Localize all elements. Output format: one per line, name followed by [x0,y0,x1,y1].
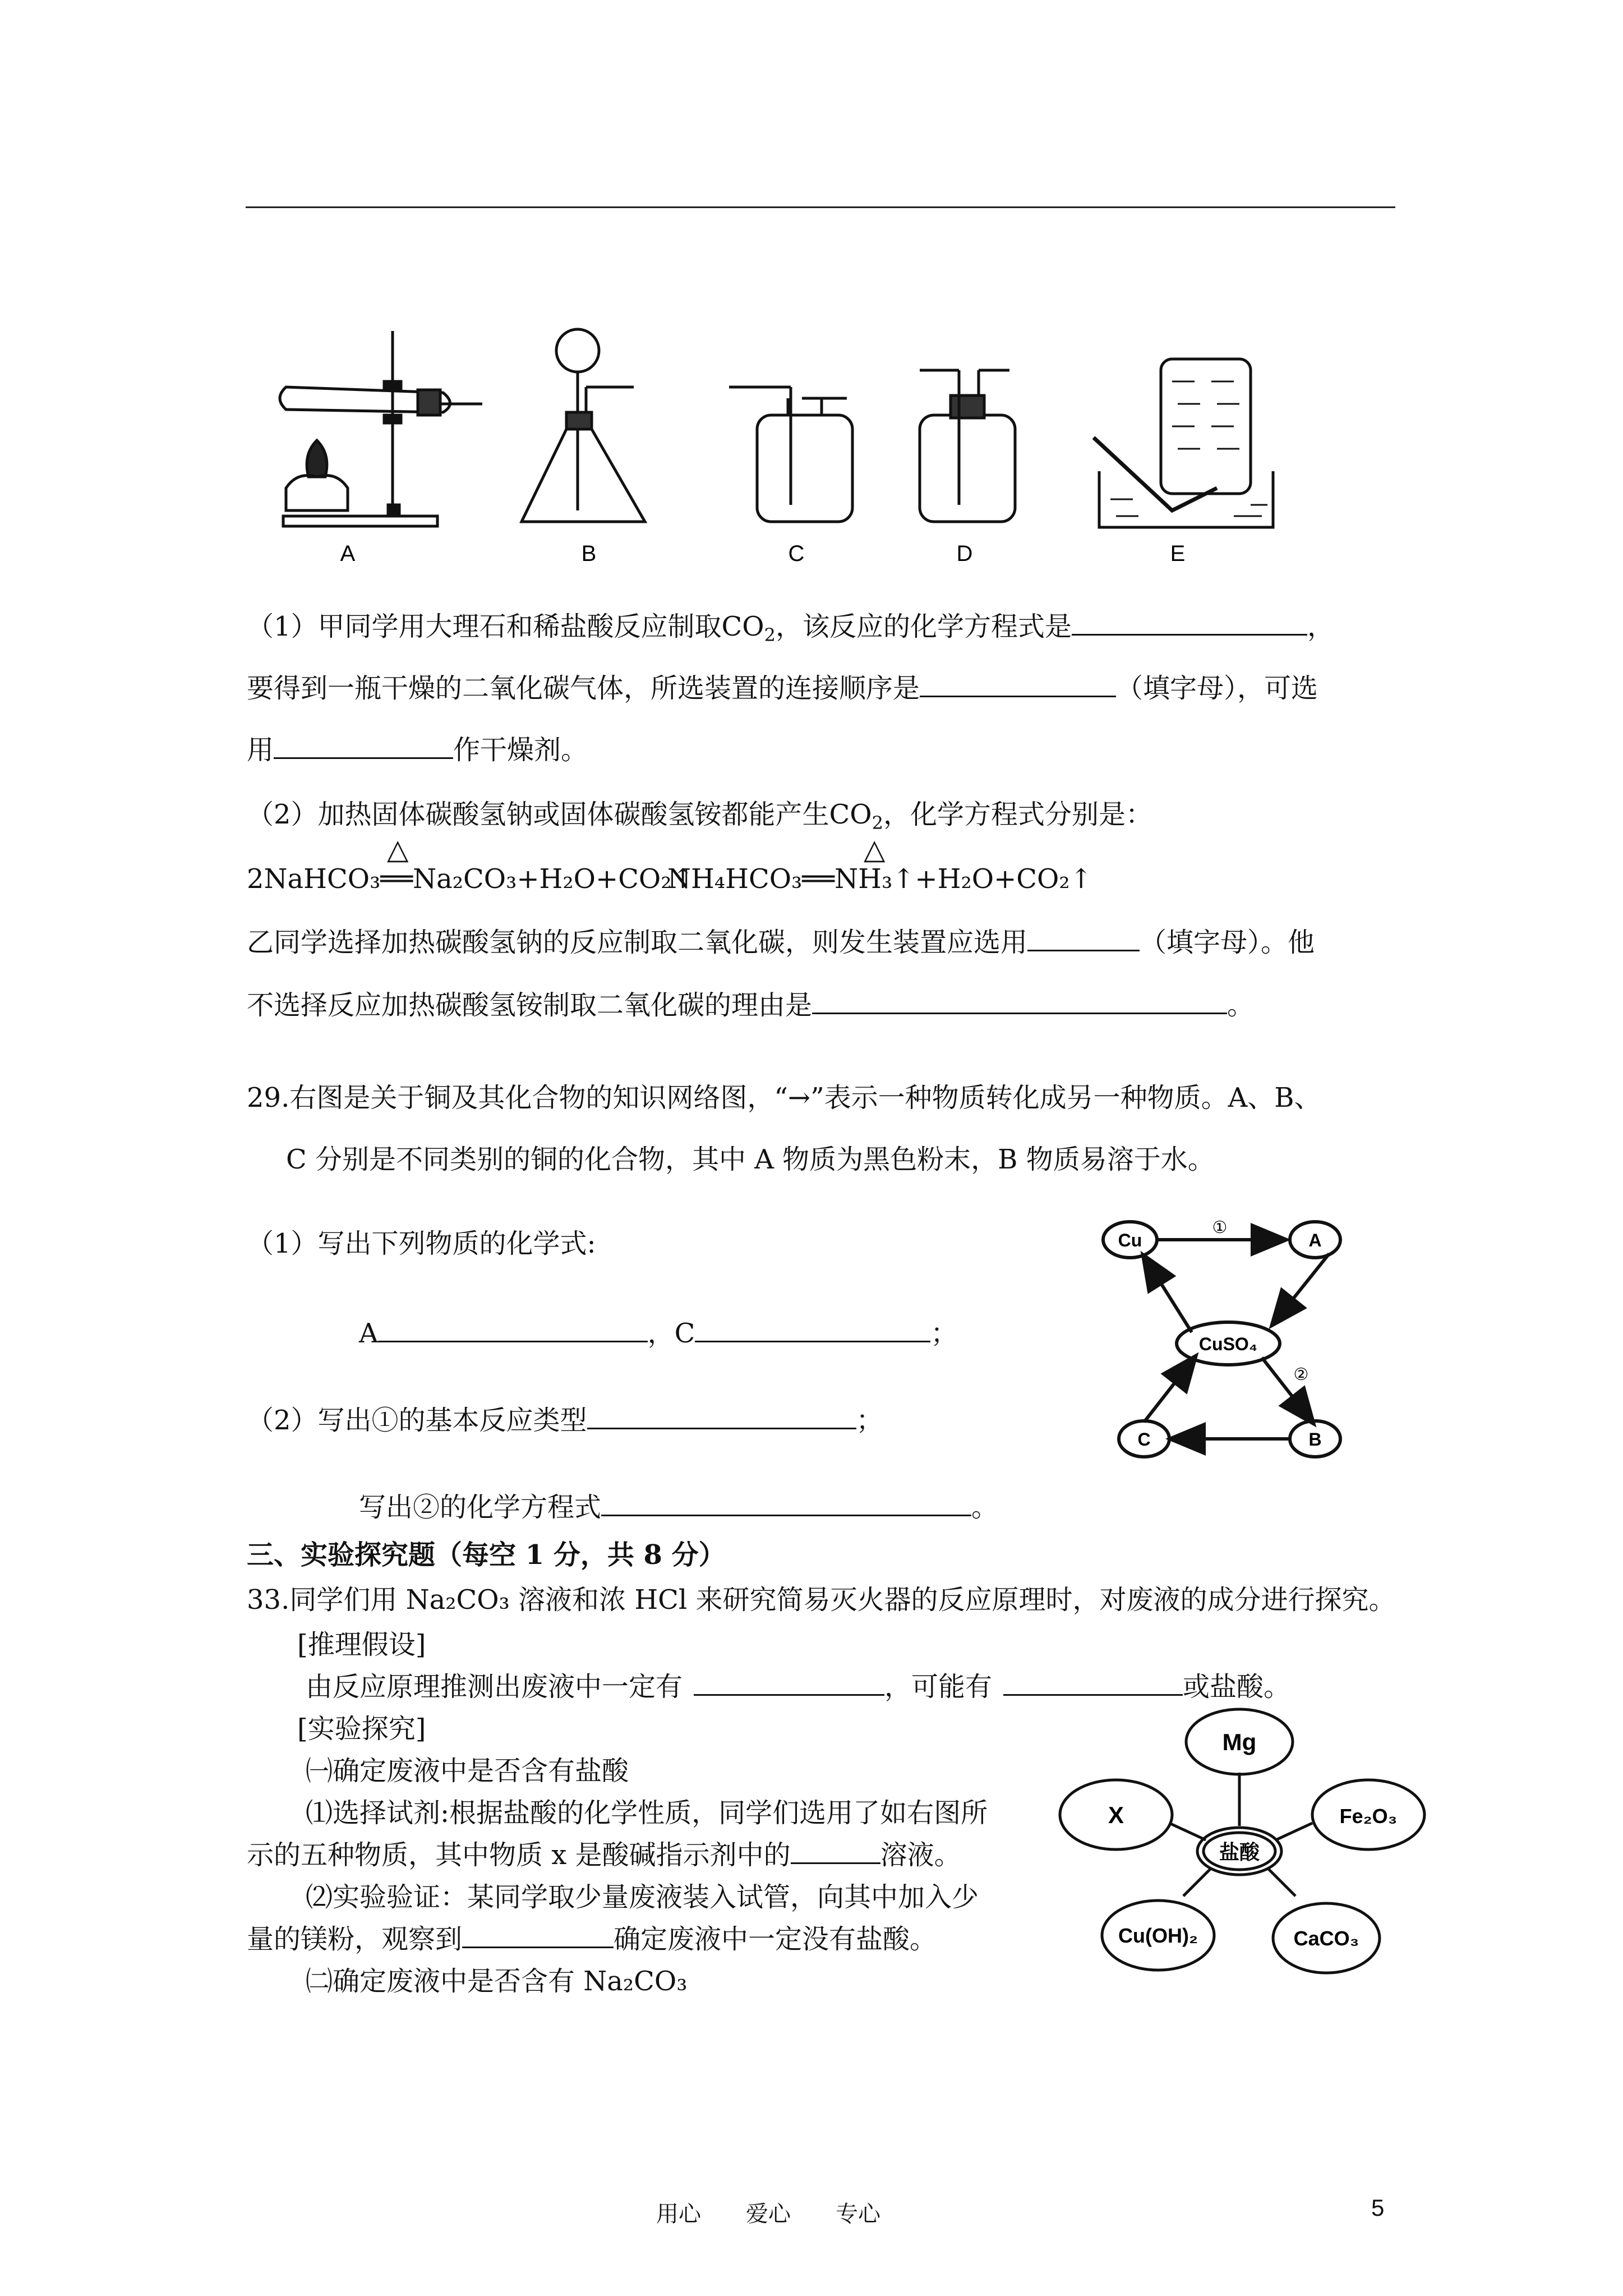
answer-blank[interactable] [791,1840,880,1864]
copper-network-diagram [1099,1212,1374,1470]
answer-blank[interactable] [462,1924,614,1948]
node-center-label: 盐酸 [1219,1841,1260,1864]
heat-symbol-2: △ [864,833,886,866]
acid-diagram [1049,1700,1441,1991]
label-a: A [340,541,356,566]
hypothesis-line: 由反应原理推测出废液中一定有 ，可能有 或盐酸。 [306,1671,1291,1703]
node-a-label: A [1308,1230,1322,1250]
node-caco3-label: CaCO₃ [1293,1927,1359,1950]
q29-p1-answers: A ，C ； [359,1318,958,1349]
apparatus-figure [264,320,1301,578]
q29-p1: （1）写出下列物质的化学式: [247,1228,596,1259]
q29-intro-2: C 分别是不同类别的铜的化合物，其中 A 物质为黑色粉末，B 物质易溶于水。 [286,1144,1215,1175]
equation-2: NH₄HCO₃══NH₃↑+H₂O+CO₂↑ [667,863,1092,895]
q29-intro-1: 29.右图是关于铜及其化合物的知识网络图，“→”表示一种物质转化成另一种物质。A、B、 [247,1082,1321,1114]
step-2-title: ㈡确定废液中是否含有 Na₂CO₃ [306,1966,688,1997]
experiment-title: [实验探究] [297,1713,426,1745]
node-fe2o3-label: Fe₂O₃ [1339,1805,1398,1828]
q28-p1-line1: （1）甲同学用大理石和稀盐酸反应制取$CO_2$，该反应的化学方程式是 ， [247,611,1335,646]
apparatus-e [1094,359,1273,527]
answer-blank[interactable] [379,1318,648,1342]
apparatus-c [729,387,852,522]
heat-symbol-1: △ [387,833,409,866]
apparatus-a [280,331,482,526]
answer-blank[interactable] [1027,927,1140,951]
label-b: B [581,541,597,566]
answer-blank[interactable] [695,1318,930,1342]
node-cuoh2-label: Cu(OH)₂ [1118,1924,1198,1947]
answer-blank[interactable] [601,1492,971,1516]
node-cu-label: Cu [1118,1230,1142,1250]
q28-p1-line2: 要得到一瓶干燥的二氧化碳气体，所选装置的连接顺序是 （填字母），可选 [247,673,1318,704]
node-c-label: C [1137,1429,1151,1450]
q28-p1-line3: 用 作干燥剂。 [247,734,588,766]
q29-p3: 写出②的化学方程式 。 [359,1492,999,1523]
step-1-1a: ⑴选择试剂:根据盐酸的化学性质，同学们选用了如右图所 [306,1797,988,1829]
q28-p2-line3: 乙同学选择加热碳酸氢钠的反应制取二氧化碳，则发生装置应选用 （填字母）。他 [247,927,1315,958]
step-1-2a: ⑵实验验证：某同学取少量废液装入试管，向其中加入少 [306,1881,979,1913]
apparatus-b [522,329,645,522]
equation-1: 2NaHCO₃══Na₂CO₃+H₂O+CO₂↑ [247,863,694,895]
apparatus-d [920,370,1015,522]
step-1-2b: 量的镁粉，观察到 确定废液中一定没有盐酸。 [247,1924,937,1955]
step-1-1b: 示的五种物质，其中物质 x 是酸碱指示剂中的 溶液。 [247,1839,961,1871]
answer-blank[interactable] [812,990,1227,1014]
answer-blank[interactable] [1072,611,1307,636]
header-rule [246,206,1395,208]
arrow-label-2: ② [1293,1365,1309,1384]
page-number: 5 [1371,2194,1385,2221]
section-3-title: 三、实验探究题（每空 1 分，共 8 分） [247,1539,726,1571]
label-e: E [1170,541,1186,566]
answer-blank[interactable] [920,673,1116,697]
step-1-title: ㈠确定废液中是否含有盐酸 [306,1755,629,1787]
label-d: D [956,541,973,566]
node-x-label: X [1108,1802,1124,1828]
answer-blank[interactable] [1003,1672,1183,1696]
answer-blank[interactable] [274,735,453,759]
q28-p2-line4: 不选择反应加热碳酸氢铵制取二氧化碳的理由是 。 [247,990,1255,1021]
q29-p2: （2）写出①的基本反应类型 ； [247,1405,883,1436]
label-c: C [788,541,805,566]
footer-motto: 用心 爱心 专心 [656,2201,880,2227]
node-mg-label: Mg [1222,1729,1257,1755]
node-b-label: B [1308,1429,1322,1450]
answer-blank[interactable] [694,1672,884,1696]
q33-intro: 33.同学们用 Na₂CO₃ 溶液和浓 HCl 来研究简易灭火器的反应原理时，对废液的成分进行探究。 [247,1584,1396,1616]
hypothesis-title: [推理假设] [297,1629,426,1660]
answer-blank[interactable] [587,1405,856,1429]
arrow-label-1: ① [1212,1218,1228,1237]
node-cuso4-label: CuSO₄ [1198,1334,1258,1354]
q28-p2-line1: （2）加热固体碳酸氢钠或固体碳酸氢铵都能产生$CO_2$，化学方程式分别是： [247,799,1152,834]
